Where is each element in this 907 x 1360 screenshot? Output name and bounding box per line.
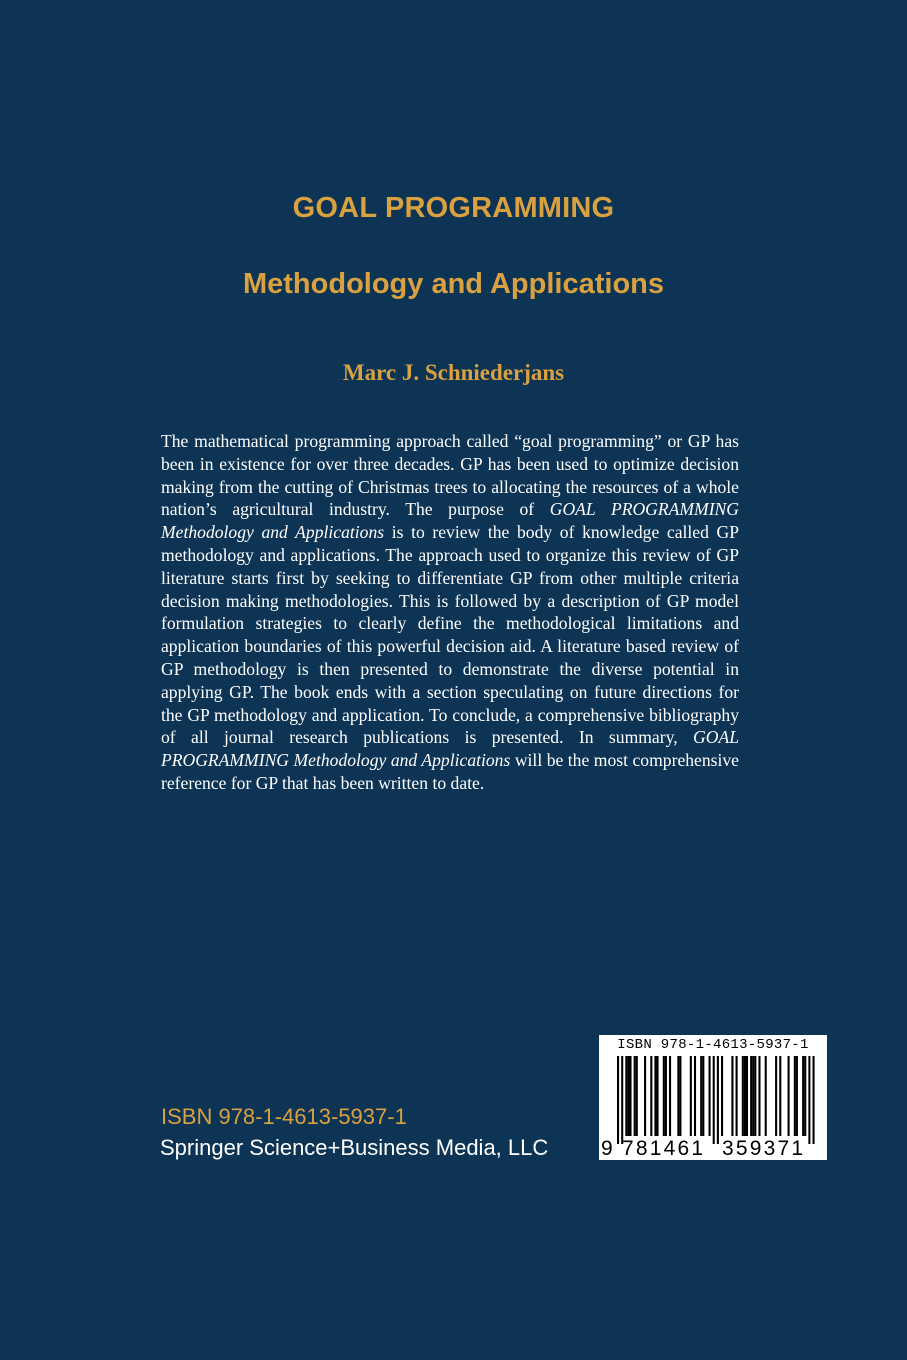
barcode-bar [709,1056,711,1136]
barcode-digits-left: 781461 [622,1137,706,1160]
barcode-bar [654,1056,656,1136]
description-text-3: will be the most comprehensive reference for GP that has been written to date. [161,750,739,793]
barcode-bar [802,1056,804,1136]
isbn-text: ISBN 978-1-4613-5937-1 [161,1104,407,1129]
barcode-bar [669,1056,671,1136]
barcode-guard-bar [713,1056,715,1144]
barcode-bar [677,1056,679,1136]
barcode-guard-bar [621,1056,623,1144]
barcode-bar [796,1056,798,1136]
barcode-bar [679,1056,681,1136]
barcode-bar [690,1056,692,1136]
barcode-bar [663,1056,665,1136]
book-description [161,430,739,795]
barcode-bar [657,1056,659,1136]
barcode-guard-bar [813,1056,815,1144]
barcode-bar [752,1056,754,1136]
barcode-bar [650,1056,652,1136]
barcode-bar [744,1056,746,1136]
barcode-guard-bar [717,1056,719,1144]
barcode-bar [804,1056,806,1136]
barcode-guard-bar [617,1056,619,1144]
description-title-ref-2: GOAL PROGRAMMING Methodology and Applications [161,727,739,771]
barcode-bar [758,1056,760,1136]
barcode-bar [765,1056,767,1136]
barcode-bar [721,1056,723,1136]
barcode-bar [665,1056,667,1136]
barcode-bar [750,1056,752,1136]
barcode-digit-first: 9 [601,1137,613,1160]
barcode-bar [788,1056,790,1136]
barcode-bar [731,1056,733,1136]
barcode-bar [754,1056,756,1136]
barcode-bar [636,1056,638,1136]
book-title: GOAL PROGRAMMING [292,192,615,224]
barcode-digits-right: 359371 [722,1137,806,1160]
description-text-2: is to review the body of knowledge called GP methodology and applications. The approach used to organize this review of GP literature starts first by seeking to differentiate GP from other multiple criteria decision making methodologies. This is followed by a description of GP model formulation strategies to clearly define the methodological limitations and application boundaries of this powerful decision aid. A literature based review of GP methodology is then presented to demonstrate the diverse potential in applying GP. The book ends with a section speculating on future directions for the GP methodology and application. To conclude, a comprehensive bibliography of all journal research publications is presented. In summary, [161,522,739,748]
barcode-bar [629,1056,631,1136]
barcode-bar [794,1056,796,1136]
barcode-bar [779,1056,781,1136]
barcode-bar [627,1056,629,1136]
barcode-bar [702,1056,704,1136]
publisher-name: Springer Science+Business Media, LLC [160,1135,549,1160]
barcode-bar [742,1056,744,1136]
barcode-isbn-label: ISBN 978-1-4613-5937-1 [617,1037,809,1053]
barcode-guard-bar [808,1056,810,1144]
barcode-bar [775,1056,777,1136]
barcode-bar [736,1056,738,1136]
book-author: Marc J. Schniederjans [342,360,565,385]
barcode-bar [694,1056,696,1136]
description-title-ref-1: GOAL PROGRAMMING Methodology and Applications [161,499,739,543]
barcode-bar [634,1056,636,1136]
barcode-bar [746,1056,748,1136]
barcode-bar [700,1056,702,1136]
book-subtitle: Methodology and Applications [242,268,665,300]
description-text-1: The mathematical programming approach called “goal programming” or GP has been in existence for over three decades. GP has been used to optimize decision making from the cutting of Christmas trees to allocating the resources of a whole nation’s agricultural industry. The purpose of [161,431,739,520]
barcode-bar [644,1056,646,1136]
barcode-bar [625,1056,627,1136]
